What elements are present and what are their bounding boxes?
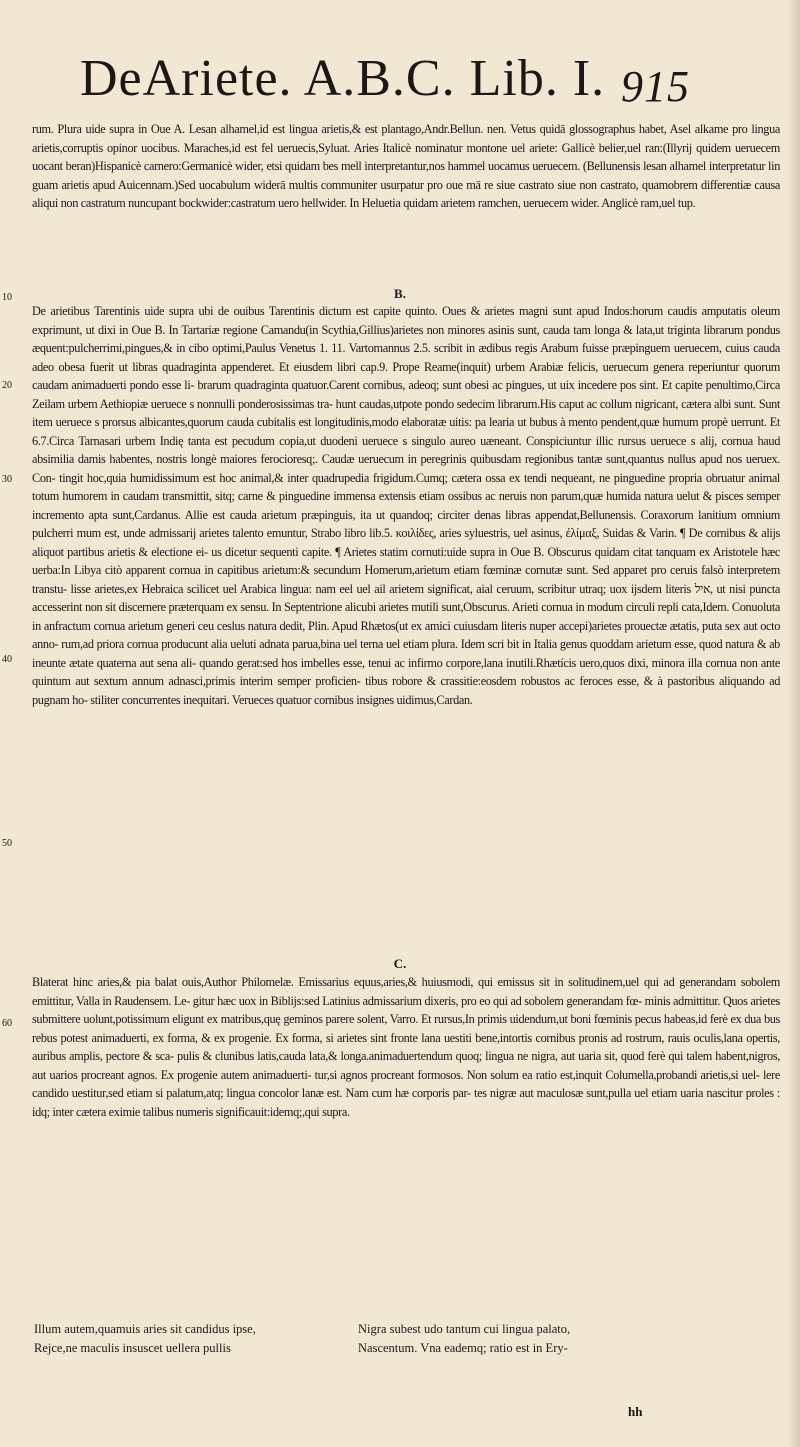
margin-number: 20	[2, 380, 12, 391]
page-title: DeAriete. A.B.C. Lib. I.	[80, 50, 606, 107]
running-header	[80, 48, 690, 110]
margin-number: 10	[2, 292, 12, 303]
signature-mark: hh	[628, 1404, 643, 1419]
paragraph-c: Blaterat hinc aries,& pia balat ouis,Author Philomelæ. Emissarius equus,aries,& huiusmodi, qui emissus sit in solitudinem,uel qui ad generandam sobolem emittitur, Valla in Raudensem. Le- gitur hæc uox in Biblijs:sed Latinius admissarium dixeris, pro eo qui ad sobolem generandam fœ- minis admittitur. Quos arietes submittere uolunt,potissimum eligunt ex matribus,quę geminos parere solent, Varro. Et rursus,In primis uidendum,ut boni fœminis pecus habeas,id ferè ex dua bus rebus potest animaduerti, ex forma, & ex progenie. Ex forma, si arietes sint fronte lana uestiti bene,intortis cornibus pronis ad rostrum, rauis oculis,lana opertis, auribus amplis, pectore & sca- pulis & clunibus latis,cauda lata,& longa.animaduertendum quoq; lingua ne nigra, aut uaria sit, quod ferè qui talem habent,nigros, aut uarios procreant agnos. Ex progenie autem animaduerti- tur,si agnos procreant formosos. Non solum ea ratio est,inquit Columella,probandi arietis,si uel- lere candido uestitur,sed etiam si palatum,atq; lingua concolor lanæ est. Nam cum hæ corporis par- tes nigræ aut maculosæ sunt,pulla uel etiam uaria nascitur proles : idq; inter cætera eximie talibus numeris significauit:idemq;,qui supra.	[32, 975, 780, 1119]
section-letter-c: C.	[393, 956, 407, 971]
margin-number: 30	[2, 474, 12, 485]
folio-number: 915	[621, 62, 690, 111]
paragraph-a: rum. Plura uide supra in Oue A. Lesan alhamel,id est lingua arietis,& est plantago,Andr.Bellun. nen. Vetus quidā glossographus habet, Asel alkame pro lingua arietis,corruptis opinor uocibus. Maraches,id est fel ueruecis,Syluat. Aries Italicè nominatur montone uel ariete: Gallicè belier,uel ran:(Illyrij quidem ueruecem uocant beran)Hispanicè carnero:Germanicè wider, etsi quidam bes mell interpretantur,nos hammel uocamus ueruecem. (Bellunensis lesan alhamel interpretatur lin guam arietis apud Auicennam.)Sed uocabulum widerā multis communiter usurpatur pro oue mā re siue castrato siue non castrato, quamobrem differentiæ causa aliqui non castratum nuncupant bockwider:castratum uero hellwider. In Heluetia quidam arietem ramchen, ueruecem wider. Anglicè ram,uel tup.	[32, 122, 780, 210]
verse-right: Nigra subest udo tantum cui lingua palato, Nascentum. Vna eademq; ratio est in Ery-	[358, 1322, 571, 1355]
paragraph-b: De arietibus Tarentinis uide supra ubi de ouibus Tarentinis dictum est capite quinto. Oues & arietes magni sunt apud Indos:horum caudis amputatis oleum exprimunt, ut dixi in Oue B. In Tartariæ regione Camandu(in Scythia,Gillius)arietes non minores asinis sunt, cauda tam longa & lata,ut triginta librarum pondus æquent:pulcherrimi,pingues,& in cibo optimi,Paulus Venetus 1. 11. Vartomannus 2.5. scribit in ædibus regis Arabum fuisse præpinguem ueruecem, cuius cauda adeo obesa fuerit ut libras quadraginta appenderet. Et eiusdem libri cap.9. Prope Reame(inquit) urbem Arabiæ felicis, ueruecum genera reperiuntur quorum caudam animaduerti pondo esse li- brarum quadraginta quatuor.Carent cornibus, adeoq; sunt obesi ac pingues, ut uix incedere pos sint. Et capite penultimo,Circa Zeilam urbem Aethiopiæ ueruece s nonnulli ponderosissimas tra- hunt caudas,utpote pondo sedecim librarum.His caput ac collum nigricant, cætera albi sunt. Sunt item ueruece s prorsus albicantes,quorum cauda cubitalis est longitudinis,modo elaboratæ uitis: pa learia ut bubus à mento pendent,quæ humum propè uerrunt. Et 6.7.Circa Tarnasari urbem Indię tanta est pecudum copia,ut duodeni ueruece s singulo aureo uæneant. Conspiciuntur illic rursus ueruece s alij, cornua haud absimilia damis habentes, nostris longè maiores ferocioresq;. Caudæ ueruecum in peregrinis quibusdam regionibus tantæ sunt,quantus nullus apud nos ueruex. Con- tingit hoc,quia humidissimum est hoc animal,& inter quadrupedia frigidum.Cumq; cætera ossa ex tendi nequeant, ne pinguedine propria obruatur animal totum humorem in caudam transmittit, sitq; carne & pinguedine immensa extensis etiam ossibus ac neruis non parum,quæ humida natura uelut & pisces semper incremento apta sunt,Cardanus. Allie est cauda arietum præpinguis, ita ut quandoq; circiter denas libras appendat,Bellunensis. Coraxorum lanitium omnium pulcherri mum est, unde admissarij arietes talento emuntur, Strabo libro lib.5. κοιλίδες, aries syluestris, uel asinus, ἐλίμαξ, Suidas & Varin. ¶ De cornibus & alijs aliquot partibus arietis & electione ei- us dicetur sequenti capite. ¶ Arietes statim cornuti:uide supra in Oue B. Obscurus quidam citat tanquam ex Aristotele hæc uerba:In Libya citò apparent cornua in capitibus arietum:& secundum Homerum,arietum etiam fœminæ cornutæ sunt. Sed apparet pro ceruis falsò interpretem transtu- lisse arietes,ex Hebraica scilicet uel Arabica lingua: nam eel uel ail arietem significat, aial ceruum, scribitur utraq; uox ijsdem literis איל, ut nisi puncta accesserint non sit discernere præterquam ex sensu. In Septentrione alicubi arietes mutili sunt,Obscurus. Arieti cornua in modum circuli repli cata,Idem. Conuoluta in anfractum cornua arietum generi ceu ceslus natura dedit, Plin. Apud Rhætos(ut ex amici cuiusdam literis nuper accepi)arietes prouectæ ætatis, puta sex aut octo anno- rum,ad priora cornua producunt alia ueluti adnata parua,bina uel terna uel etiam plura. Idem scri bit in Italia genus quoddam arietum esse, quod natura & ab ineunte ætate quaterna aut sena ali- quando gerat:sed hos imbelles esse, tenui ac infirmo corpore,lana inutili.Rhætícis uero,quos dixi, minora illa cornua non ante quintum aut sextum annum adnasci,primis interim semper proficien- tibus robore & crassitie:eosdem robustos ac feroces esse, & à pastoribus aliquando ad pugnam ho- stiliter concurrentes inequitari. Verueces quatuor cornibus insignes uidimus,Cardan.	[32, 304, 780, 707]
verse-left: Illum autem,quamuis aries sit candidus ipse, Rejce,ne maculis insuscet uellera pullis	[34, 1322, 256, 1355]
margin-number: 50	[2, 838, 12, 849]
margin-number: 60	[2, 1018, 12, 1029]
margin-number: 40	[2, 654, 12, 665]
section-letter-b: B.	[394, 286, 406, 301]
